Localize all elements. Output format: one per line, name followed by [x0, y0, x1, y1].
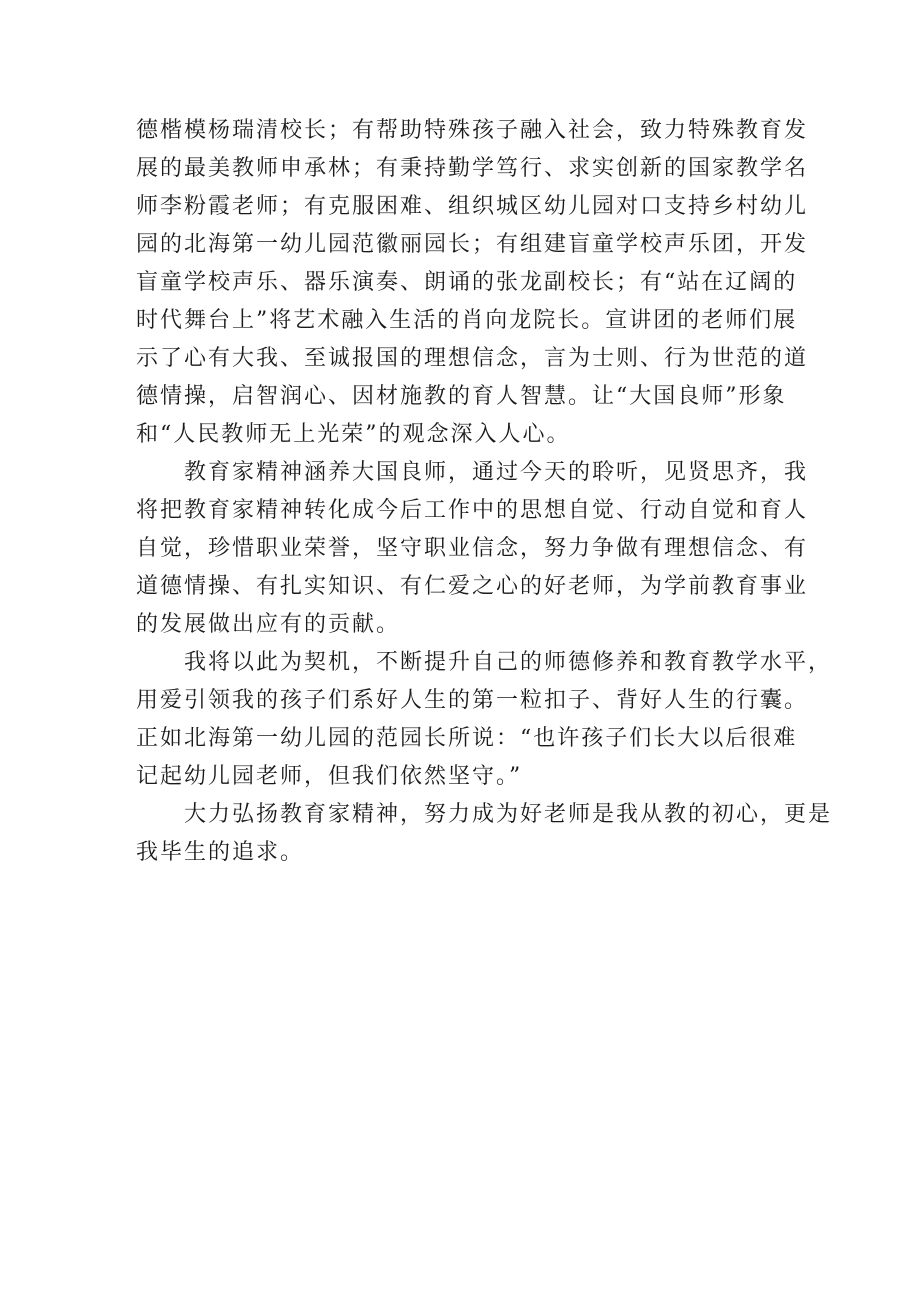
text-line: 师李粉霞老师；有克服困难、组织城区幼儿园对口支持乡村幼儿 [136, 194, 809, 219]
text-line: 正如北海第一幼儿园的范园长所说：“也许孩子们长大以后很难 [136, 726, 798, 751]
text-line: 德情操，启智润心、因材施教的育人智慧。让“大国良师”形象 [136, 384, 787, 409]
text-line: 记起幼儿园老师，但我们依然坚守。” [136, 764, 523, 789]
text-line: 教育家精神涵养大国良师，通过今天的聆听，见贤思齐，我 [136, 460, 809, 485]
text-line: 大力弘扬教育家精神，努力成为好老师是我从教的初心，更是 [136, 802, 833, 827]
text-line: 和“人民教师无上光荣”的观念深入人心。 [136, 422, 571, 447]
text-line: 示了心有大我、至诚报国的理想信念，言为士则、行为世范的道 [136, 346, 809, 371]
text-line: 展的最美教师申承林；有秉持勤学笃行、求实创新的国家教学名 [136, 156, 809, 181]
text-line: 自觉，珍惜职业荣誉，坚守职业信念，努力争做有理想信念、有 [136, 536, 809, 561]
text-line: 的发展做出应有的贡献。 [136, 612, 401, 637]
text-line: 我毕生的追求。 [136, 840, 305, 865]
text-line: 用爱引领我的孩子们系好人生的第一粒扣子、背好人生的行囊。 [136, 688, 809, 713]
text-line: 时代舞台上”将艺术融入生活的肖向龙院长。宣讲团的老师们展 [136, 308, 798, 333]
text-line: 盲童学校声乐、器乐演奏、朗诵的张龙副校长；有“站在辽阔的 [136, 270, 798, 295]
text-line: 将把教育家精神转化成今后工作中的思想自觉、行动自觉和育人 [136, 498, 809, 523]
paragraph-1 [136, 112, 809, 454]
text-line: 道德情操、有扎实知识、有仁爱之心的好老师，为学前教育事业 [136, 574, 809, 599]
text-line: 园的北海第一幼儿园范徽丽园长；有组建盲童学校声乐团，开发 [136, 232, 809, 257]
paragraph-2 [136, 454, 809, 644]
text-line: 德楷模杨瑞清校长；有帮助特殊孩子融入社会，致力特殊教育发 [136, 118, 809, 143]
document-body [136, 112, 833, 872]
paragraph-4 [136, 796, 833, 872]
text-line: 我将以此为契机，不断提升自己的师德修养和教育教学水平， [136, 650, 833, 675]
paragraph-3 [136, 644, 833, 796]
